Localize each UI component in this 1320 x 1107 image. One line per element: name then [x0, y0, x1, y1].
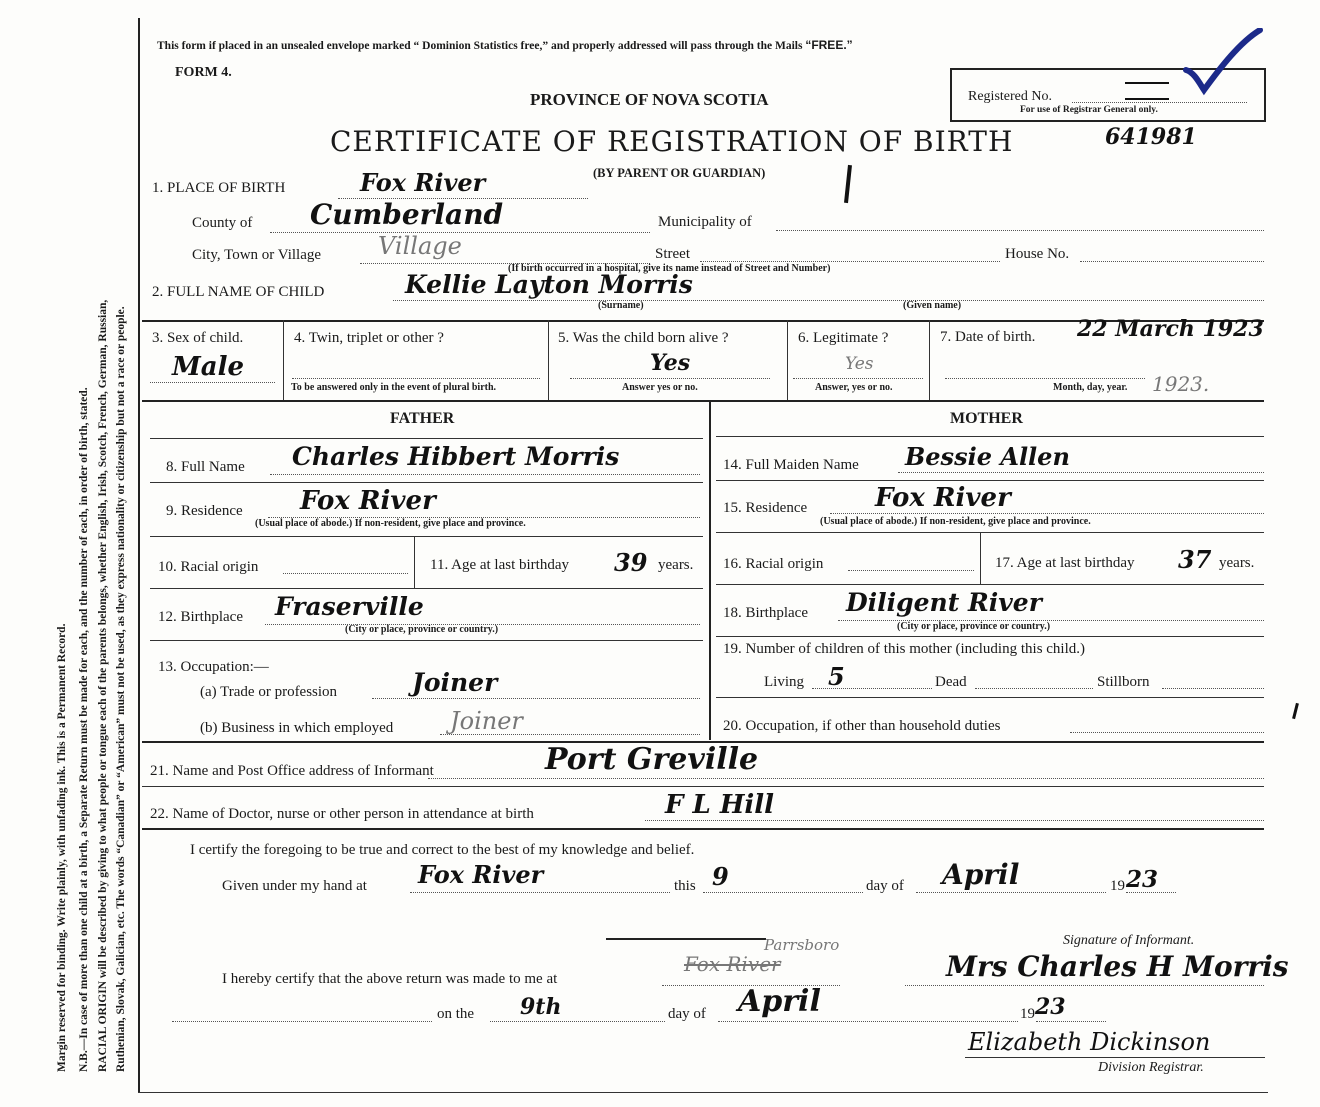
informant-line [428, 778, 1264, 779]
margin-binding-note: Margin reserved for binding. Write plainly, with unfading ink. This is a Permanent Record. [56, 623, 68, 1072]
mother-stillborn-line [1162, 688, 1264, 689]
mother-rule-2 [716, 480, 1264, 481]
given-place: Fox River [418, 860, 544, 889]
registrar-day-of-label: day of [668, 1006, 706, 1022]
signature-label: Signature of Informant. [1063, 933, 1195, 948]
mother-birthplace-note: (City or place, province or country.) [897, 621, 1051, 632]
certificate-subtitle: (BY PARENT OR GUARDIAN) [593, 166, 766, 180]
father-age-label: 11. Age at last birthday [430, 557, 569, 573]
given-place-line [410, 892, 670, 893]
informant-signature: Mrs Charles H Morris [946, 950, 1289, 983]
registered-no-line [1072, 102, 1247, 103]
doctor-value: F L Hill [665, 790, 775, 820]
mother-children-label: 19. Number of children of this mother (including this child.) [723, 641, 1086, 657]
father-business-line [440, 734, 700, 735]
given-year-prefix: 19 [1110, 878, 1125, 894]
father-age-unit: years. [658, 557, 694, 573]
registrar-signature-line [965, 1057, 1265, 1058]
registrar-year-suffix: 23 [1035, 994, 1066, 1020]
mother-dead-line [975, 688, 1093, 689]
registrar-year-prefix: 19 [1020, 1006, 1035, 1022]
certify-statement: I certify the foregoing to be true and correct to the best of my knowledge and belief. [190, 842, 695, 858]
mother-birthplace-label: 18. Birthplace [723, 605, 808, 621]
registrar-day-line [490, 1021, 665, 1022]
place-of-birth-label: 1. PLACE OF BIRTH [152, 180, 286, 196]
given-year-line [1126, 892, 1176, 893]
alive-line [570, 378, 770, 379]
doctor-label: 22. Name of Doctor, nurse or other person in attendance at birth [150, 806, 534, 822]
mother-stillborn-label: Stillborn [1097, 674, 1150, 690]
father-rule-3 [150, 536, 703, 537]
registrar-month: April [738, 984, 821, 1019]
father-rule-5 [150, 640, 703, 641]
father-birthplace-note: (City or place, province or country.) [345, 624, 499, 635]
mother-residence-value: Fox River [875, 483, 1011, 513]
father-racial-line [283, 573, 408, 574]
mother-birthplace-value: Diligent River [846, 588, 1042, 617]
father-name-line [270, 474, 700, 475]
registrar-year-line [1036, 1021, 1106, 1022]
father-trade-line [372, 698, 700, 699]
given-month-line [916, 892, 1106, 893]
legitimate-label: 6. Legitimate ? [798, 330, 889, 346]
row3-div-3 [787, 320, 788, 400]
mother-age-value: 37 [1178, 545, 1212, 574]
dob-note: Month, day, year. [1053, 382, 1128, 393]
doctor-bottom-rule [142, 828, 1264, 830]
informant-signature-line [905, 985, 1264, 986]
house-no-line [1080, 261, 1264, 262]
sex-label: 3. Sex of child. [152, 330, 244, 346]
twin-note: To be answered only in the event of plural birth. [291, 382, 497, 393]
municipality-line [776, 230, 1264, 231]
given-year-suffix: 23 [1126, 866, 1159, 893]
father-name-label: 8. Full Name [166, 459, 245, 475]
dob-value: 22 March 1923 [1077, 316, 1264, 342]
father-rule-2 [150, 482, 703, 483]
doctor-line [645, 820, 1264, 821]
tick-mark [844, 165, 852, 203]
registrar-month-line [718, 1021, 1018, 1022]
bottom-rule [138, 1092, 1268, 1093]
twin-line [292, 378, 540, 379]
legitimate-note: Answer, yes or no. [815, 382, 893, 393]
mother-dead-label: Dead [935, 674, 967, 690]
legitimate-value: Yes [845, 354, 874, 374]
margin-rule [138, 18, 140, 1093]
margin-nb-note: N.B.—In case of more than one child at a birth, a Separate Return must be made for each, and the number of each, in order of birth, stated. [78, 387, 90, 1072]
registrar-title: Division Registrar. [1098, 1060, 1204, 1075]
city-town-label: City, Town or Village [192, 247, 322, 263]
father-trade-value: Joiner [412, 668, 498, 697]
certificate-title: CERTIFICATE OF REGISTRATION OF BIRTH [330, 125, 1014, 158]
mother-age-label: 17. Age at last birthday [995, 555, 1135, 571]
informant-value: Port Greville [545, 742, 759, 777]
house-no-label: House No. [1005, 246, 1070, 262]
sex-line [150, 382, 275, 383]
sex-value: Male [172, 352, 245, 382]
mother-name-value: Bessie Allen [905, 442, 1070, 471]
registrar-statement: I hereby certify that the above return was made to me at [222, 971, 558, 987]
mother-residence-label: 15. Residence [723, 500, 808, 516]
province-heading: PROVINCE OF NOVA SCOTIA [530, 90, 769, 109]
parents-divider [709, 402, 711, 740]
margin-tick [1292, 703, 1299, 719]
row3-div-1 [283, 320, 284, 400]
county-label: County of [192, 215, 253, 231]
mother-occupation-line [1070, 732, 1264, 733]
given-month: April [942, 858, 1020, 891]
mother-heading: MOTHER [950, 410, 1023, 427]
checkmark-icon [1180, 28, 1270, 98]
mother-name-label: 14. Full Maiden Name [723, 457, 859, 473]
mother-rule-6 [716, 697, 1264, 698]
father-birthplace-label: 12. Birthplace [158, 609, 243, 625]
certificate-number: 641981 [1105, 124, 1197, 150]
given-day-line [703, 892, 863, 893]
mother-age-unit: years. [1219, 555, 1255, 571]
margin-racial-note: RACIAL ORIGIN will be described by giving to what people or tongue each of the parents belongs, whether English, Irish, Scotch, French, German, Russian, [97, 299, 109, 1072]
father-rule-4 [150, 588, 703, 589]
father-residence-note: (Usual place of abode.) If non-resident, give place and province. [255, 518, 526, 529]
registrar-signature: Elizabeth Dickinson [968, 1028, 1211, 1056]
margin-racial-note-2: Ruthenian, Slovak, Galician, etc. The words “Canadian” or “American” must not be used, as they express nationality or citizenship but not a race or people. [115, 306, 127, 1072]
dob-label: 7. Date of birth. [940, 329, 1036, 345]
postal-note: This form if placed in an unsealed envelope marked “ Dominion Statistics free,” and properly addressed will pass through the Mails “FREE.” [157, 38, 853, 52]
child-name-line [393, 300, 1264, 301]
row3-div-4 [929, 320, 930, 400]
mother-residence-line [830, 513, 1264, 514]
father-business-label: (b) Business in which employed [200, 720, 394, 736]
mother-racial-label: 16. Racial origin [723, 556, 824, 572]
street-label: Street [655, 246, 690, 262]
father-racial-label: 10. Racial origin [158, 559, 259, 575]
form-number: FORM 4. [175, 65, 232, 80]
row3-div-2 [548, 320, 549, 400]
hospital-note: (If birth occurred in a hospital, give its name instead of Street and Number) [508, 263, 831, 274]
father-trade-label: (a) Trade or profession [200, 684, 338, 700]
dob-line [945, 378, 1145, 379]
county-value: Cumberland [310, 198, 504, 231]
legitimate-line [793, 378, 923, 379]
mother-age-divider [980, 532, 981, 584]
municipality-label: Municipality of [658, 214, 752, 230]
given-day-of-label: day of [866, 878, 904, 894]
mother-rule-1 [716, 436, 1264, 437]
mother-racial-line [848, 570, 974, 571]
registrar-date-line-a [172, 1021, 432, 1022]
mother-name-line [898, 472, 1264, 473]
father-birthplace-value: Fraserville [275, 592, 424, 621]
informant-bottom-rule [142, 786, 1264, 787]
mother-occupation-label: 20. Occupation, if other than household duties [723, 718, 1001, 734]
given-label: Given under my hand at [222, 878, 367, 894]
father-age-value: 39 [614, 548, 648, 577]
registrar-day: 9th [520, 994, 562, 1020]
informant-label: 21. Name and Post Office address of Informant [150, 763, 434, 779]
alive-note: Answer yes or no. [622, 382, 698, 393]
father-name-value: Charles Hibbert Morris [292, 442, 620, 471]
registrar-place: Parrsboro [764, 936, 840, 954]
scribble-mark [1125, 82, 1169, 100]
child-name-value: Kellie Layton Morris [405, 270, 693, 299]
given-day: 9 [712, 862, 729, 891]
father-residence-label: 9. Residence [166, 503, 243, 519]
dob-year: 1923. [1152, 372, 1210, 396]
child-name-label: 2. FULL NAME OF CHILD [152, 284, 325, 300]
postal-free: “FREE.” [805, 38, 853, 52]
registrar-use-note: For use of Registrar General only. [1020, 105, 1158, 115]
signature-stroke [606, 938, 766, 940]
given-name-note: (Given name) [903, 300, 962, 311]
registered-no-label: Registered No. [968, 89, 1052, 104]
alive-label: 5. Was the child born alive ? [558, 330, 729, 346]
father-age-divider [414, 536, 415, 588]
twin-label: 4. Twin, triplet or other ? [294, 330, 444, 346]
city-town-value: Village [378, 232, 462, 260]
father-residence-value: Fox River [300, 486, 436, 516]
registrar-on-the-label: on the [437, 1006, 475, 1022]
mother-rule-5 [716, 636, 1264, 637]
surname-note: (Surname) [598, 300, 644, 311]
father-business-value: Joiner [450, 707, 523, 735]
street-line [700, 261, 1000, 262]
father-heading: FATHER [390, 410, 455, 427]
alive-value: Yes [650, 350, 691, 376]
mother-rule-4 [716, 584, 1264, 585]
mother-living-value: 5 [828, 662, 845, 691]
mother-living-line [812, 688, 932, 689]
mother-rule-3 [716, 532, 1264, 533]
mother-residence-note: (Usual place of abode.) If non-resident, give place and province. [820, 516, 1091, 527]
given-this-label: this [674, 878, 696, 894]
place-of-birth-value: Fox River [360, 168, 486, 197]
registrar-place-struck: Fox River [684, 952, 781, 976]
father-rule-1 [150, 438, 703, 439]
father-occupation-label: 13. Occupation:— [158, 659, 269, 675]
row3-bottom-rule [142, 400, 1264, 402]
mother-living-label: Living [764, 674, 804, 690]
